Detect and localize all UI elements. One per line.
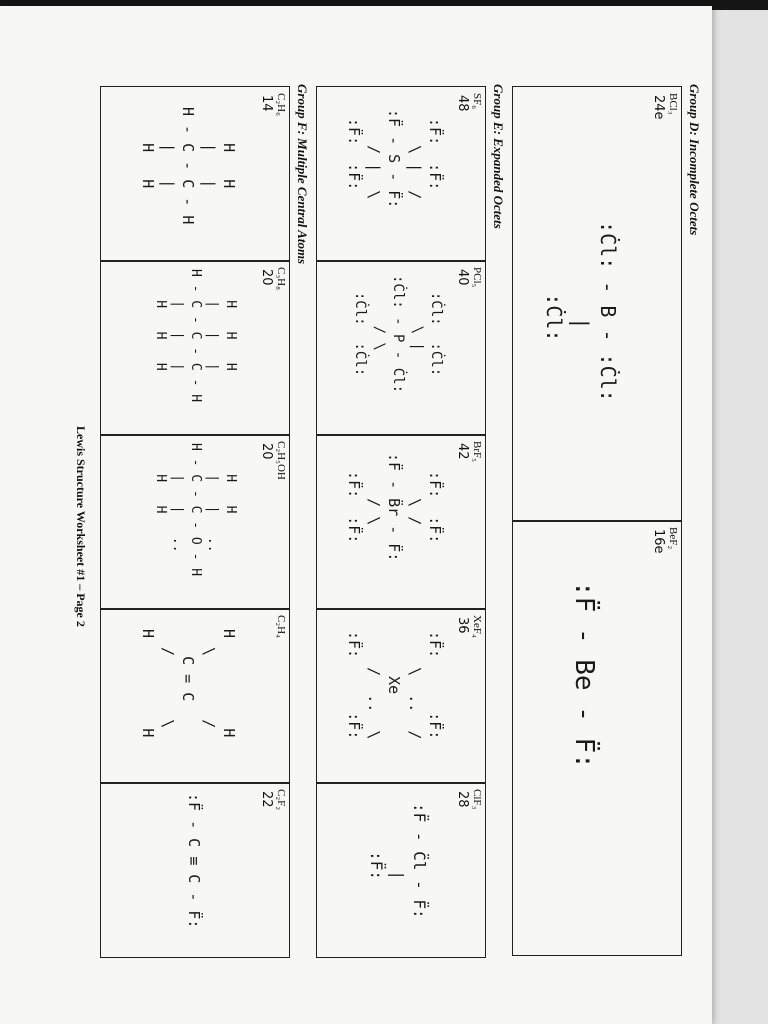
c2h6-electron-count: 14 <box>259 95 274 112</box>
bef2-lewis-structure: :F̈ - Be - F̈: <box>569 581 599 769</box>
bcl3-formula: BCl₃ <box>667 93 679 115</box>
sf6-formula: SF₆ <box>471 93 483 110</box>
clf3-electron-count: 28 <box>455 791 470 808</box>
xef4-electron-count: 36 <box>455 617 470 634</box>
c2f2-lewis-structure: :F̈ - C ≡ C - F̈: <box>185 793 203 929</box>
pcl5-cell <box>316 260 486 436</box>
sf6-cell <box>316 86 486 262</box>
clf3-cell <box>316 782 486 958</box>
bcl3-electron-count: 24e <box>651 95 666 120</box>
brf5-formula: BrF₅ <box>471 441 483 462</box>
bef2-electron-count: 16e <box>651 529 666 554</box>
c2h4-formula: C₂H₄ <box>275 615 287 638</box>
group-d-title: Group D: Incomplete Octets <box>687 84 702 236</box>
pcl5-electron-count: 40 <box>455 269 470 286</box>
xef4-lewis-structure: :F̈: :F̈: \ .. / Xe / .. \ :F̈: :F̈: <box>345 631 444 740</box>
bef2-cell <box>512 520 682 956</box>
brf5-electron-count: 42 <box>455 443 470 460</box>
rotated-content <box>66 76 706 1016</box>
xef4-cell <box>316 608 486 784</box>
group-f-title: Group F: Multiple Central Atoms <box>295 84 310 265</box>
c3h8-lewis-structure: H H H | | | H - C - C - C - H | | | H H H <box>152 269 238 403</box>
clf3-lewis-structure: :F̈ - C̈l - F̈: | :F̈: <box>366 803 429 919</box>
c2h5oh-formula: C₂H₅OH <box>275 441 287 480</box>
clf3-formula: ClF₃ <box>471 789 483 810</box>
sf6-lewis-structure: :F̈: :F̈: \ | / :F̈ - S - F̈: / | \ :F̈: :F̈: <box>345 109 444 209</box>
page-footer: Lewis Structure Worksheet #1 – Page 2 <box>74 426 88 627</box>
brf5-lewis-structure: :F̈: :F̈: \ / :F̈ - B̈r - F̈: / \ :F̈: :F̈: <box>345 453 444 562</box>
pcl5-formula: PCl₅ <box>471 267 483 288</box>
c3h8-cell <box>100 260 290 436</box>
c3h8-formula: C₃H₈ <box>275 267 287 290</box>
worksheet-page <box>0 6 712 1024</box>
c2h4-cell <box>100 608 290 784</box>
c2f2-formula: C₂F₂ <box>275 789 287 811</box>
c2h5oh-cell <box>100 434 290 610</box>
c3h8-electron-count: 20 <box>259 269 274 286</box>
group-e-title: Group E: Expanded Octets <box>491 84 506 229</box>
brf5-cell <box>316 434 486 610</box>
c2h6-formula: C₂H₆ <box>275 93 287 116</box>
c2h6-cell <box>100 86 290 262</box>
c2h5oh-lewis-structure: H H | | .. H - C - C - O - H | | .. H H <box>152 443 238 577</box>
scan-background <box>712 10 768 1024</box>
sf6-electron-count: 48 <box>455 95 470 112</box>
bef2-formula: BeF₂ <box>667 527 679 550</box>
c2f2-electron-count: 22 <box>259 791 274 808</box>
c2h4-lewis-structure: H H \ / C = C / \ H H <box>139 629 238 738</box>
c2f2-cell <box>100 782 290 958</box>
c2h5oh-electron-count: 20 <box>259 443 274 460</box>
c2h6-lewis-structure: H H | | H - C - C - H | | H H <box>139 107 238 225</box>
pcl5-lewis-structure: :Ċl: :Ċl: \ | :Ċl: - P - Ċl: / \ :Ċl: :Ċl: <box>352 275 444 394</box>
bcl3-cell <box>512 86 682 522</box>
bcl3-lewis-structure: :Ċl: - B - :Ċl: | :Ċl: <box>542 221 620 402</box>
xef4-formula: XeF₄ <box>471 615 483 638</box>
